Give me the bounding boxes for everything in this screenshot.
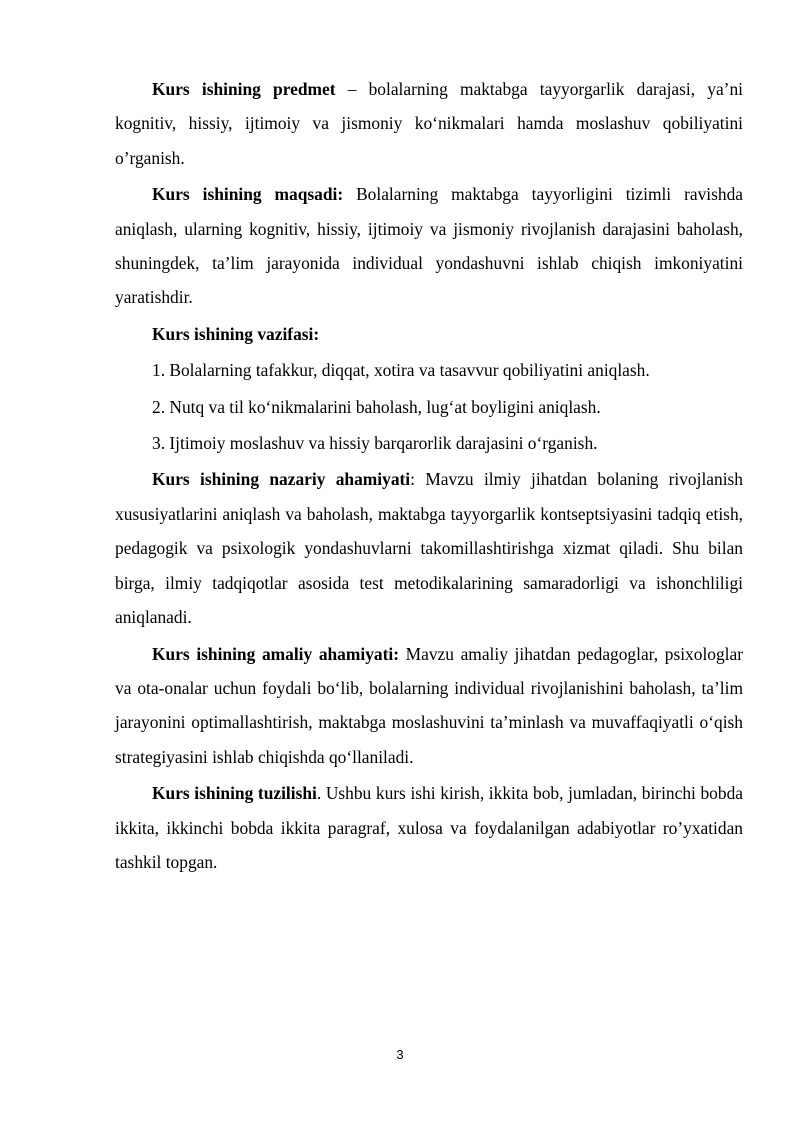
paragraph-theoretical-significance [115,462,743,634]
paragraph-text: Bolalarning maktabga tayyorligini tizimli ravishda aniqlash, ularning kognitiv, hissiy, ijtimoiy va jismoniy rivojlanish darajasini baholash, shuningdek, ta’lim jarayonida individual yondashuvni ishlab chiqish imkoniyatini yaratishdir. [115,184,743,308]
paragraph-text: – bolalarning maktabga tayyorgarlik darajasi, ya’ni kognitiv, hissiy, ijtimoiy va jismoniy ko‘nikmalari hamda moslashuv qobiliyatini o’rganish. [115,79,743,168]
document-body [115,72,743,881]
paragraph-tasks-heading [115,317,743,351]
paragraph-heading: Kurs ishining vazifasi: [152,323,320,344]
paragraph-heading: Kurs ishining predmet [152,79,336,99]
task-item-text: 2. Nutq va til ko‘nikmalarini baholash, lug‘at boyligini aniqlash. [152,396,601,417]
paragraph-subject [115,72,743,175]
paragraph-text: . Ushbu kurs ishi kirish, ikkita bob, jumladan, birinchi bobda ikkita, ikkinchi bobda ikkita paragraf, xulosa va foydalanilgan adabiyotlar ro’yxatidan tashkil topgan. [115,783,743,872]
task-item-2 [115,390,743,424]
paragraph-structure [115,776,743,879]
task-item-text: 1. Bolalarning tafakkur, diqqat, xotira va tasavvur qobiliyatini aniqlash. [152,360,650,381]
paragraph-heading: Kurs ishining amaliy ahamiyati: [152,643,400,664]
paragraph-goal [115,177,743,315]
paragraph-heading: Kurs ishining maqsadi: [152,184,344,205]
task-item-1 [115,353,743,387]
page-number: 3 [396,1047,404,1062]
paragraph-text: : Mavzu ilmiy jihatdan bolaning rivojlanish xususiyatlarini aniqlash va baholash, maktabga tayyorgarlik kontseptsiyasini tadqiq etish, pedagogik va psixologik yondashuvlarni takomillashtirishga xizmat qiladi. Shu bilan birga, ilmiy tadqiqotlar asosida test metodikalarining samaradorligi va ishonchliligi aniqlanadi. [115,469,744,628]
paragraph-practical-significance [115,637,743,775]
paragraph-heading: Kurs ishining nazariy ahamiyati [152,469,411,490]
task-item-text: 3. Ijtimoiy moslashuv va hissiy barqarorlik darajasini o‘rganish. [152,433,598,454]
paragraph-heading: Kurs ishining tuzilishi [152,783,317,804]
paragraph-text: Mavzu amaliy jihatdan pedagoglar, psixologlar va ota-onalar uchun foydali bo‘lib, bolalarning individual rivojlanishini baholash, ta’lim jarayonini optimallashtirish, maktabga moslashuvini ta’minlash va muvaffaqiyatli o‘qish strategiyasini ishlab chiqishda qo‘llaniladi. [115,643,744,767]
task-item-3 [115,426,743,460]
